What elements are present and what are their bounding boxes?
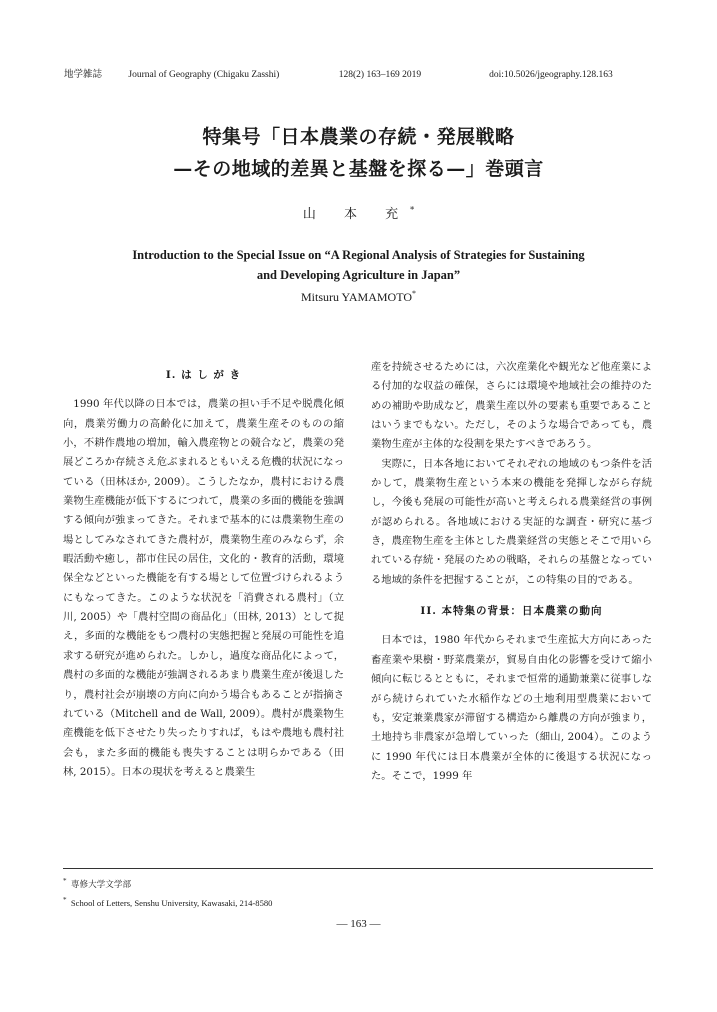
section-heading-1: I. は し が き	[165, 369, 242, 381]
author-mark-ja: *	[410, 205, 415, 215]
english-title-line-1: Introduction to the Special Issue on “A Regional Analysis of Strategies for Sustaining	[132, 248, 585, 262]
journal-name-ja: 地学雑誌	[64, 70, 103, 80]
author-name-en: Mitsuru YAMAMOTO	[300, 290, 412, 304]
section-1-paragraph-2: 実際に，日本各地においてそれぞれの地域のもつ条件を活かして，農業物生産という本来の機能を発揮しながら存続し，今後も発展の可能性が高いと考えられる農業経営の事例が認められる。各地域における実証的な調査・研究に基づき，農産物生産を主体とした農業経営の実態とそこで用いられている存続・発展のための戦略，それらの基盤となっている地域的条件を把握することが，この特集の目的である。	[371, 457, 652, 586]
footnote-affiliation-ja-text: 専修大学文学部	[70, 878, 132, 889]
section-1-paragraph-1: 1990 年代以降の日本では，農業の担い手不足や脱農化傾向，農業労働力の高齢化に加えて，農業生産そのものの縮小，不耕作農地の増加，輸入農産物との競合など，農業の発展どころか存続さえ危ぶまれるともいえる危機的状況になっている（田林ほか, 2009）。こうしたなか，農村における農業物生産機能が低下するにつれて，農業の多面的機能を強調する傾向が強まってきた。それまで基本的には農業物生産の場としてみなされてきた農村が，農業物生産のみならず，余暇活動や癒し，都市住民の居住，文化的・教育的活動，環境保全などといった機能を有する場として位置づけられるようにもなってきた。このような状況を「消費される農村」（立川, 2005）や「農村空間の商品化」（田林, 2013）として捉え，多面的な機能をもつ農村の実態把握と発展の可能性を追求する研究が進められた。しかし，過度な商品化によって，農村の多面的な機能が強調されるあまり農業生産が後退したり，農村社会が崩壊の方向に向かう場合もあることが指摘されている（Mitchell and de Wall, 2009）。農村が農業物生産機能を低下させたり失ったりすれば，もはや農地も農村社会も，また多面的機能も喪失することは明らかである（田林, 2015）。日本の現状を考えると農業生	[63, 398, 344, 778]
article-title	[0, 121, 717, 185]
footnotes	[63, 873, 653, 911]
page-number: — 163 —	[336, 918, 381, 930]
english-title-line-2: and Developing Agriculture in Japan”	[256, 268, 461, 282]
author-ja	[0, 203, 717, 222]
volume-pages: 128(2) 163–169 2019	[338, 70, 422, 80]
section-heading-2: II. 本特集の背景：日本農業の動向	[420, 605, 603, 618]
doi: doi:10.5026/jgeography.128.163	[489, 70, 613, 80]
footnote-affiliation-en	[63, 892, 653, 911]
left-column	[63, 358, 344, 782]
section-1-paragraph-1-continued: 産を持続させるためには，六次産業化や観光など他産業による付加的な収益の確保，さらには環境や地域社会の維持のための補助や助成など，農業生産以外の要素も重要であることはいうまでもない。ただし，そのような場合であっても，農業物生産が主体的な役割を果たすべきであろう。	[371, 361, 652, 451]
english-title	[70, 245, 647, 285]
journal-name-en: Journal of Geography (Chigaku Zasshi)	[128, 70, 280, 80]
right-column	[371, 358, 652, 786]
title-line-1: 特集号「日本農業の存続・発展戦略	[202, 126, 515, 148]
author-en	[0, 289, 717, 305]
footnote-affiliation-en-text: School of Letters, Senshu University, Kawasaki, 214-8580	[70, 897, 273, 908]
running-head	[64, 66, 654, 80]
footnote-affiliation-ja	[63, 873, 653, 892]
author-name-ja: 山 本 充	[302, 207, 411, 222]
author-mark-en: *	[412, 289, 416, 298]
footnote-mark-1: *	[63, 877, 67, 885]
title-line-2: —その地域的差異と基盤を探る—」巻頭言	[173, 158, 544, 180]
footnote-mark-2: *	[63, 895, 67, 904]
footnote-divider	[63, 868, 653, 869]
section-2-paragraph-1: 日本では，1980 年代からそれまで生産拡大方向にあった畜産業や果樹・野菜農業が，貿易自由化の影響を受けて縮小傾向に転じるとともに，それまで恒常的通勤兼業に従事しながら続けられていた水稲作などの土地利用型農業においても，安定兼業農家が滞留する構造から離農の方向が強まり，土地持ち非農家が急増していった（細山, 2004）。このように 1990 年代には日本農業が全体的に後退する状況になった。そこで，1999 年	[371, 634, 652, 782]
